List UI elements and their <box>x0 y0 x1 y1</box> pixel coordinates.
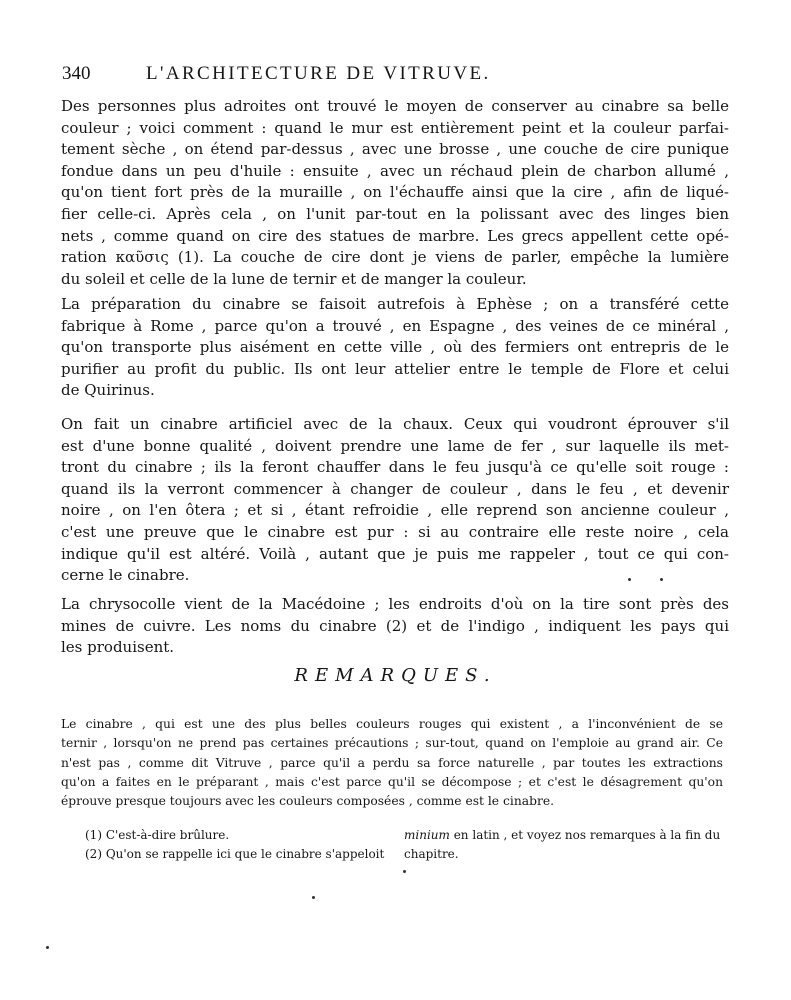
page-header <box>62 63 731 87</box>
paragraph-line: mines de cuivre. Les noms du cinabre (2) et de l'indigo , indiquent les pays qui <box>61 616 729 635</box>
paragraph-line: indique qu'il est altéré. Voilà , autant que je puis me rappeler , tout ce qui con- <box>61 544 729 563</box>
remark-line: qu'on a faites en le préparant , mais c'est parce qu'il se décompose ; et c'est le désagrement qu'on <box>61 774 723 789</box>
footnote-2-continuation <box>404 826 720 845</box>
page-number: 340 <box>62 63 91 84</box>
paragraph-line: fier celle-ci. Après cela , on l'unit par-tout en la polissant avec des linges bien <box>61 204 729 223</box>
remark-paragraph <box>61 715 723 811</box>
remark-line: n'est pas , comme dit Vitruve , parce qu'il a perdu sa force naturelle , par toutes les extractions <box>61 755 723 770</box>
paragraph-line: couleur ; voici comment : quand le mur est entièrement peint et la couleur parfai- <box>61 118 729 137</box>
ink-speck <box>403 870 406 873</box>
footnote-2-end: chapitre. <box>404 847 459 861</box>
paragraph-line: qu'on transporte plus aisément en cette ville , où des fermiers ont entrepris de le <box>61 338 729 357</box>
ink-speck <box>46 946 49 949</box>
paragraph-3 <box>61 414 729 587</box>
paragraph-line: purifier au profit du public. Ils ont leur attelier entre le temple de Flore et celui <box>61 359 729 378</box>
section-heading: REMARQUES. <box>294 665 497 686</box>
running-title: L'ARCHITECTURE DE VITRUVE. <box>146 63 491 84</box>
remark-line: éprouve presque toujours avec les couleurs composées , comme est le cinabre. <box>61 794 555 809</box>
paragraph-line: noire , on l'en ôtera ; et si , étant refroidie , elle reprend son ancienne couleur , <box>61 501 729 520</box>
paragraph-line: Des personnes plus adroites ont trouvé le moyen de conserver au cinabre sa belle <box>61 97 729 115</box>
paragraph-line: ration καῦσις (1). La couche de cire dont je viens de parler, empêche la lumière <box>61 248 729 267</box>
paragraph-4 <box>61 594 729 659</box>
paragraph-line: les produisent. <box>61 638 175 657</box>
paragraph-line: fabrique à Rome , parce qu'on a trouvé , en Espagne , des veines de ce minéral , <box>61 316 729 335</box>
footnote-2: (2) Qu'on se rappelle ici que le cinabre s'appeloit <box>85 847 385 861</box>
paragraph-line: du soleil et celle de la lune de ternir et de manger la couleur. <box>61 269 527 288</box>
paragraph-line: tront du cinabre ; ils la feront chauffer dans le feu jusqu'à ce qu'elle soit rouge : <box>61 458 729 477</box>
paragraph-2 <box>61 294 729 402</box>
footnote-2-italic-word: minium <box>404 828 450 842</box>
paragraph-line: nets , comme quand on cire des statues de marbre. Les grecs appellent cette opé- <box>61 226 729 245</box>
ink-speck <box>312 896 315 899</box>
paragraph-line: tement sèche , on étend par-dessus , avec une brosse , une couche de cire punique <box>61 140 729 159</box>
paragraph-line: cerne le cinabre. <box>61 566 190 585</box>
paragraph-line: fondue dans un peu d'huile : ensuite , avec un réchaud plein de charbon allumé , <box>61 161 729 180</box>
paragraph-line: La chrysocolle vient de la Macédoine ; les endroits d'où on la tire sont près des <box>61 595 729 613</box>
paragraph-line: quand ils la verront commencer à changer de couleur , dans le feu , et devenir <box>61 479 729 498</box>
paragraph-line: c'est une preuve que le cinabre est pur : si au contraire elle reste noire , cela <box>61 522 729 541</box>
paragraph-1 <box>61 96 729 290</box>
ink-speck <box>628 578 631 581</box>
paragraph-line: est d'une bonne qualité , doivent prendre une lame de fer , sur laquelle ils met- <box>61 436 729 455</box>
paragraph-line: qu'on tient fort près de la muraille , on l'échauffe ainsi que la cire , afin de liqué- <box>61 183 729 202</box>
ink-speck <box>660 578 663 581</box>
paragraph-line: On fait un cinabre artificiel avec de la chaux. Ceux qui voudront éprouver s'il <box>61 415 729 433</box>
remark-line: Le cinabre , qui est une des plus belles couleurs rouges qui existent , a l'inconvénient de se <box>61 717 723 731</box>
paragraph-line: de Quirinus. <box>61 381 155 400</box>
paragraph-line: La préparation du cinabre se faisoit autrefois à Ephèse ; on a transféré cette <box>61 295 729 313</box>
footnote-1: (1) C'est-à-dire brûlure. <box>85 828 230 842</box>
footnote-2-continuation-text: en latin , et voyez nos remarques à la fin du <box>449 828 721 842</box>
remark-line: ternir , lorsqu'on ne prend pas certaines précautions ; sur-tout, quand on l'emploie au grand air. Ce <box>61 736 723 751</box>
